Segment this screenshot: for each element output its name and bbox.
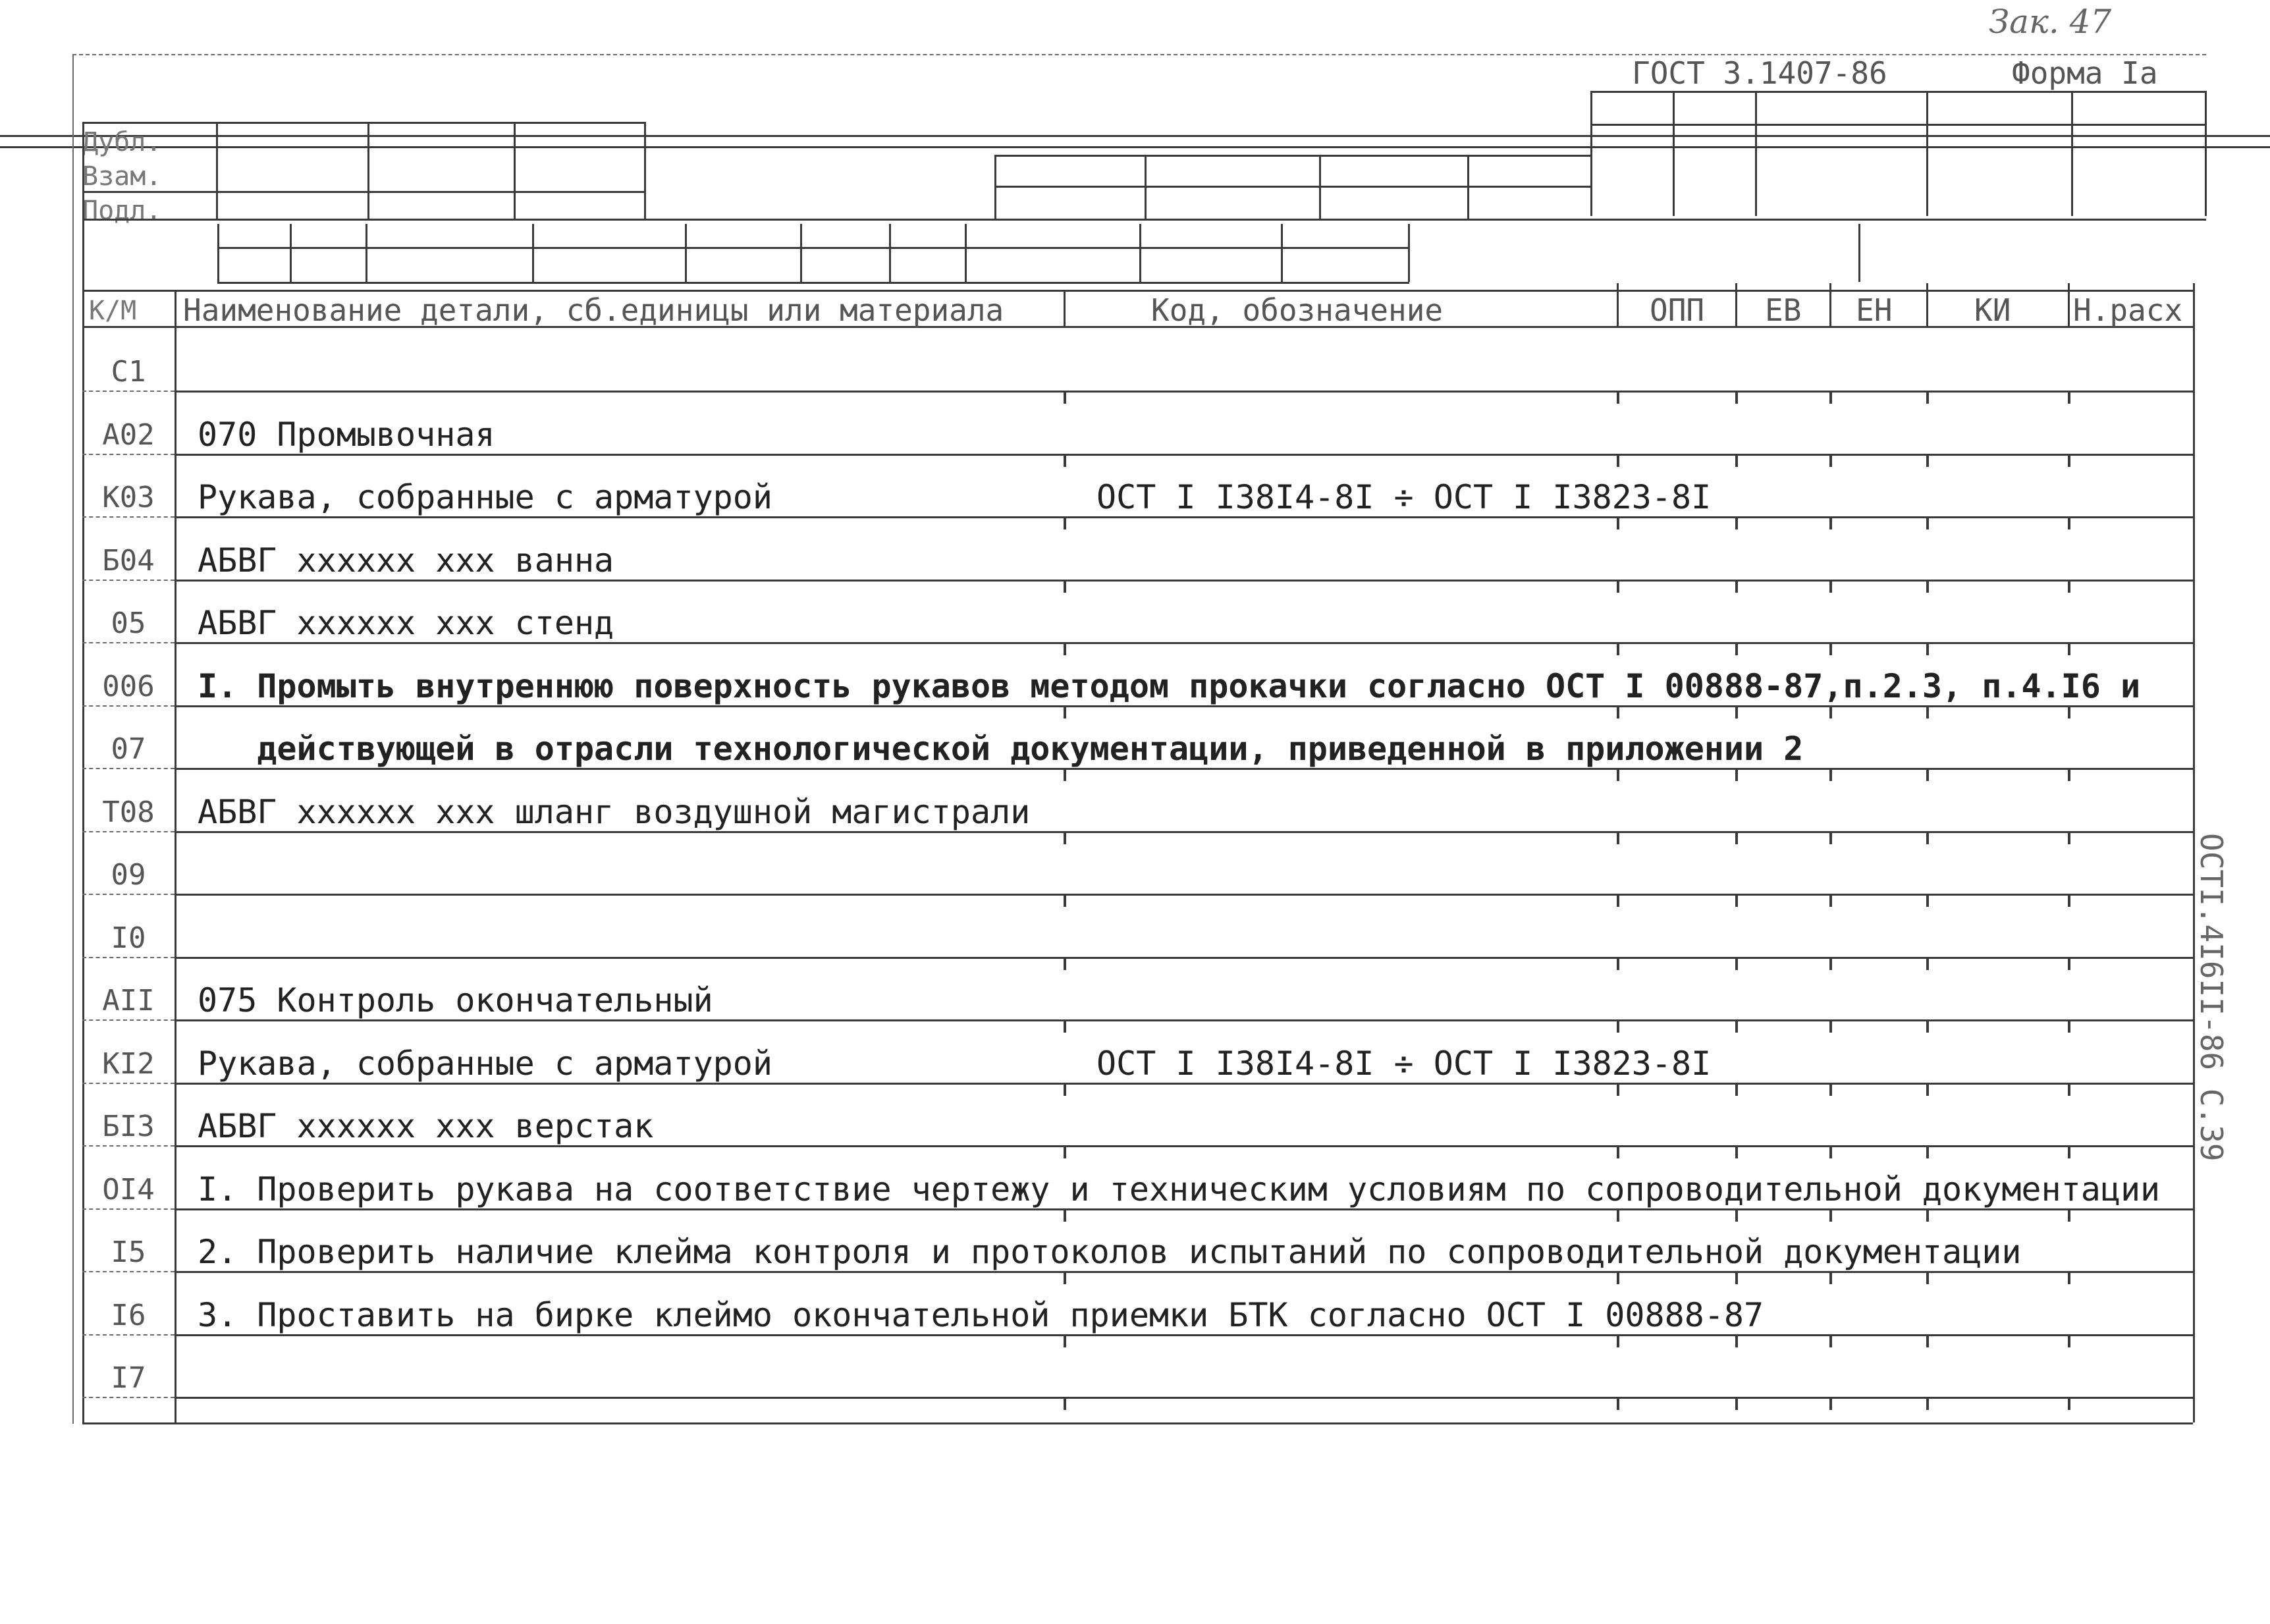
label-podl: Подл. xyxy=(82,196,162,226)
row-tick xyxy=(1735,707,1738,718)
km-column-divider xyxy=(175,290,176,1422)
row-number: I6 xyxy=(111,1298,146,1332)
row-tick xyxy=(1926,392,1929,404)
row-tick xyxy=(1617,1336,1619,1347)
row-tick xyxy=(1735,1210,1738,1222)
row-number: 006 xyxy=(102,669,155,703)
label-vzam: Взам. xyxy=(82,161,162,192)
row-line-km xyxy=(82,454,175,455)
form-label: Форма Iа xyxy=(2012,55,2158,91)
row-line xyxy=(175,831,2193,833)
row-text: 075 Контроль окончательный xyxy=(198,981,713,1019)
row-tick xyxy=(2068,581,2070,593)
stamp-divider-top xyxy=(0,135,2270,137)
row-tick xyxy=(1829,1398,1832,1410)
row-tick xyxy=(1064,895,1066,907)
row-text: АБВГ хххххх ххх верстак xyxy=(198,1107,654,1145)
row-tick xyxy=(1926,769,1929,781)
row-number: I0 xyxy=(111,921,146,955)
handwritten-note: Зак. 47 xyxy=(1989,3,2112,41)
row-tick xyxy=(1926,832,1929,844)
row-tick xyxy=(1829,1210,1832,1222)
row-number: I5 xyxy=(111,1235,146,1269)
label-dubl: Дубл. xyxy=(82,127,162,157)
col-en: ЕН xyxy=(1856,292,1893,328)
row-tick xyxy=(1829,769,1832,781)
row-tick xyxy=(1617,392,1619,404)
row-tick xyxy=(1735,1336,1738,1347)
col-km: К/М xyxy=(89,296,137,326)
row-tick xyxy=(1829,1021,1832,1033)
row-line-km xyxy=(82,1397,175,1398)
row-code: ОСТ I I38I4-8I ÷ ОСТ I I3823-8I xyxy=(1096,478,1712,516)
row-line xyxy=(175,454,2193,456)
row-line-km xyxy=(82,516,175,518)
row-tick xyxy=(1829,1084,1832,1096)
row-tick xyxy=(1064,518,1066,529)
row-tick xyxy=(2068,1272,2070,1284)
row-tick xyxy=(1926,1398,1929,1410)
row-tick xyxy=(1829,518,1832,529)
row-tick xyxy=(1064,769,1066,781)
row-number: Т08 xyxy=(102,795,155,829)
row-number: 09 xyxy=(111,858,146,892)
row-tick xyxy=(1829,707,1832,718)
row-number: КI2 xyxy=(102,1046,155,1081)
row-tick xyxy=(1064,958,1066,970)
row-tick xyxy=(2068,1147,2070,1158)
row-text: I. Проверить рукава на соответствие чертежу и техническим условиям по сопроводительной документации xyxy=(198,1170,2161,1208)
row-tick xyxy=(2068,958,2070,970)
row-tick xyxy=(1735,1272,1738,1284)
row-tick xyxy=(1829,895,1832,907)
row-number: I7 xyxy=(111,1361,146,1395)
row-tick xyxy=(1926,455,1929,467)
row-tick xyxy=(1829,832,1832,844)
row-text: I. Промыть внутреннюю поверхность рукавов методом прокачки согласно ОСТ I 00888-87,п.2.3, п.4.I6 и xyxy=(198,666,2141,705)
row-tick xyxy=(1617,581,1619,593)
top-border xyxy=(72,54,2206,55)
row-tick xyxy=(1926,581,1929,593)
row-line xyxy=(175,1145,2193,1147)
row-tick xyxy=(1064,832,1066,844)
row-tick xyxy=(2068,1210,2070,1222)
row-number: БI3 xyxy=(102,1110,155,1143)
row-tick xyxy=(1926,707,1929,718)
row-tick xyxy=(1617,1398,1619,1410)
row-tick xyxy=(1617,707,1619,718)
row-line-km xyxy=(82,642,175,643)
row-line xyxy=(175,391,2193,392)
row-line-km xyxy=(82,1208,175,1210)
row-tick xyxy=(1735,643,1738,655)
row-number: ОI4 xyxy=(102,1172,155,1206)
row-text: 3. Проставить на бирке клеймо окончательной приемки БТК согласно ОСТ I 00888-87 xyxy=(198,1295,1764,1334)
row-tick xyxy=(1617,1210,1619,1222)
row-tick xyxy=(1617,832,1619,844)
row-tick xyxy=(1064,1084,1066,1096)
row-line xyxy=(175,768,2193,770)
row-tick xyxy=(2068,643,2070,655)
col-nrash: Н.расх xyxy=(2073,292,2183,328)
row-tick xyxy=(1926,1210,1929,1222)
row-tick xyxy=(1617,1021,1619,1033)
stamp-divider-bottom xyxy=(0,146,2270,148)
row-code: ОСТ I I38I4-8I ÷ ОСТ I I3823-8I xyxy=(1096,1044,1712,1083)
row-number: 07 xyxy=(111,732,146,766)
row-line-km xyxy=(82,1145,175,1147)
row-line-km xyxy=(82,768,175,769)
row-tick xyxy=(1926,895,1929,907)
row-tick xyxy=(1735,392,1738,404)
row-line-km xyxy=(82,391,175,392)
row-tick xyxy=(1064,1398,1066,1410)
outer-left-border xyxy=(72,54,74,1424)
row-line xyxy=(175,580,2193,582)
col-ki: КИ xyxy=(1974,292,2011,328)
row-tick xyxy=(1735,455,1738,467)
row-tick xyxy=(1064,1021,1066,1033)
row-tick xyxy=(1064,1336,1066,1347)
row-line xyxy=(175,1083,2193,1085)
row-number: С1 xyxy=(111,355,146,389)
row-tick xyxy=(1926,518,1929,529)
row-line xyxy=(175,1334,2193,1336)
row-line xyxy=(175,894,2193,896)
row-line xyxy=(175,1208,2193,1210)
row-tick xyxy=(1829,392,1832,404)
row-tick xyxy=(1735,895,1738,907)
row-tick xyxy=(1829,1336,1832,1347)
row-tick xyxy=(1735,1021,1738,1033)
row-line-km xyxy=(82,1019,175,1021)
row-tick xyxy=(1617,1084,1619,1096)
row-tick xyxy=(1829,1272,1832,1284)
row-text: 070 Промывочная xyxy=(198,415,495,454)
row-tick xyxy=(1064,392,1066,404)
row-tick xyxy=(1926,1272,1929,1284)
col-opp: ОПП xyxy=(1650,292,1705,328)
row-tick xyxy=(2068,455,2070,467)
col-name: Наименование детали, сб.единицы или материала xyxy=(183,292,1004,328)
row-number: К03 xyxy=(102,481,155,514)
col-code: Код, обозначение xyxy=(1151,292,1444,328)
row-line-km xyxy=(82,1271,175,1272)
col-ev: ЕВ xyxy=(1765,292,1802,328)
row-tick xyxy=(1735,1084,1738,1096)
row-line xyxy=(175,516,2193,518)
row-tick xyxy=(1735,581,1738,593)
row-tick xyxy=(1617,769,1619,781)
row-line xyxy=(175,1271,2193,1273)
row-tick xyxy=(1829,958,1832,970)
row-number: 05 xyxy=(111,607,146,640)
row-number: АII xyxy=(102,984,155,1017)
row-line-km xyxy=(82,580,175,581)
row-tick xyxy=(1829,643,1832,655)
row-text: действующей в отрасли технологической документации, приведенной в приложении 2 xyxy=(198,730,1804,768)
row-line xyxy=(175,957,2193,959)
bottom-border xyxy=(82,1422,2193,1424)
row-tick xyxy=(1064,707,1066,718)
side-note: ОСТI.4I6II-86 С.39 xyxy=(2194,833,2229,1162)
row-line-km xyxy=(82,894,175,895)
row-text: АБВГ хххххх ххх шланг воздушной магистрали xyxy=(198,792,1031,831)
row-tick xyxy=(2068,832,2070,844)
row-tick xyxy=(1926,958,1929,970)
row-tick xyxy=(2068,1021,2070,1033)
row-tick xyxy=(1064,643,1066,655)
row-tick xyxy=(1064,1147,1066,1158)
row-text: АБВГ хххххх ххх стенд xyxy=(198,604,614,642)
row-number: А02 xyxy=(102,418,155,452)
row-text: АБВГ хххххх ххх ванна xyxy=(198,541,614,580)
row-tick xyxy=(1617,1147,1619,1158)
row-tick xyxy=(1617,958,1619,970)
row-tick xyxy=(1829,1147,1832,1158)
row-tick xyxy=(1735,832,1738,844)
row-tick xyxy=(1064,455,1066,467)
row-tick xyxy=(2068,769,2070,781)
row-tick xyxy=(1735,518,1738,529)
row-tick xyxy=(2068,392,2070,404)
row-tick xyxy=(1735,1147,1738,1158)
row-tick xyxy=(1617,643,1619,655)
row-tick xyxy=(1926,1147,1929,1158)
row-tick xyxy=(1735,769,1738,781)
row-line xyxy=(175,1019,2193,1021)
row-tick xyxy=(1617,518,1619,529)
row-line xyxy=(175,705,2193,707)
row-tick xyxy=(1617,895,1619,907)
row-tick xyxy=(1064,581,1066,593)
row-tick xyxy=(2068,518,2070,529)
row-line-km xyxy=(82,831,175,832)
row-tick xyxy=(1829,581,1832,593)
row-tick xyxy=(1829,455,1832,467)
row-text: Рукава, собранные с арматурой xyxy=(198,478,772,516)
row-tick xyxy=(2068,895,2070,907)
row-tick xyxy=(2068,707,2070,718)
row-tick xyxy=(2068,1084,2070,1096)
row-tick xyxy=(1926,643,1929,655)
standard-code: ГОСТ 3.1407-86 xyxy=(1632,55,1887,91)
row-tick xyxy=(1735,958,1738,970)
row-line-km xyxy=(82,1083,175,1084)
row-tick xyxy=(1064,1272,1066,1284)
row-tick xyxy=(2068,1398,2070,1410)
row-tick xyxy=(1735,1398,1738,1410)
row-line xyxy=(175,642,2193,644)
row-line-km xyxy=(82,957,175,958)
row-line xyxy=(175,1397,2193,1399)
row-tick xyxy=(1617,455,1619,467)
row-tick xyxy=(1926,1021,1929,1033)
row-tick xyxy=(1617,1272,1619,1284)
row-number: Б04 xyxy=(102,543,155,578)
row-text: Рукава, собранные с арматурой xyxy=(198,1044,772,1083)
row-tick xyxy=(2068,1336,2070,1347)
row-text: 2. Проверить наличие клейма контроля и протоколов испытаний по сопроводительной документации xyxy=(198,1233,2022,1271)
row-line-km xyxy=(82,705,175,707)
row-tick xyxy=(1926,1336,1929,1347)
row-line-km xyxy=(82,1334,175,1336)
row-tick xyxy=(1064,1210,1066,1222)
row-tick xyxy=(1926,1084,1929,1096)
